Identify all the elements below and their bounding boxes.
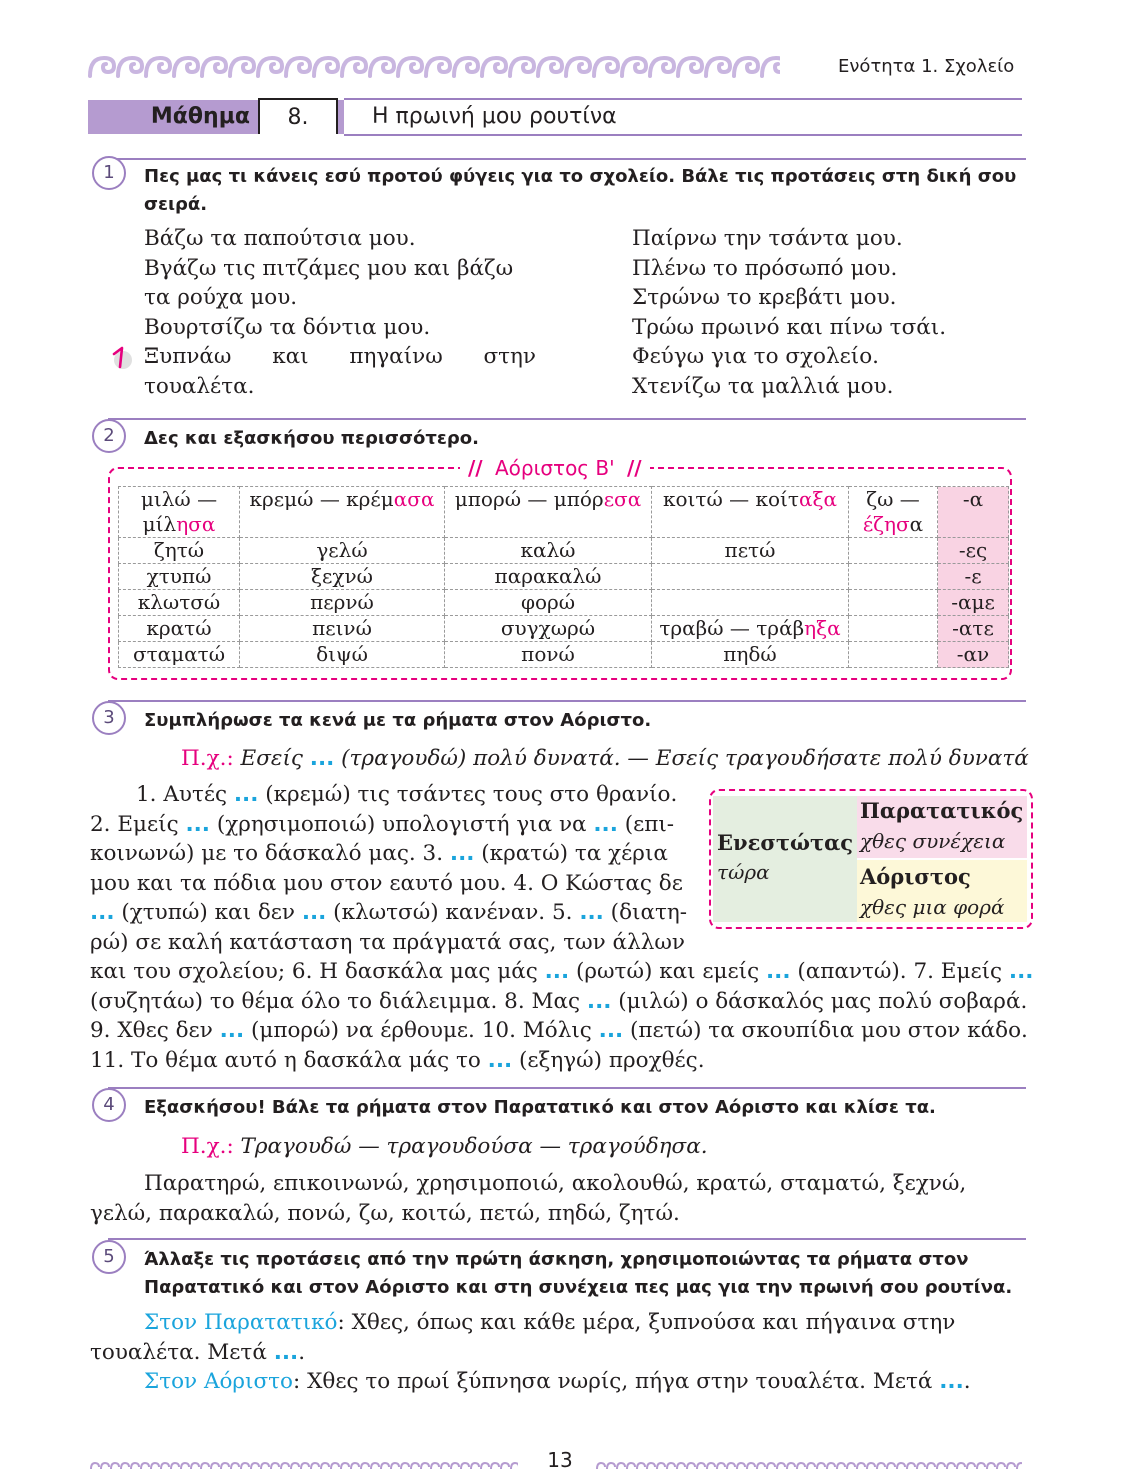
sentence: τουαλέτα. [144, 373, 255, 399]
table-cell: χτυπώ [119, 564, 240, 590]
exercise-4-example [181, 1132, 708, 1162]
text-line: Στον Παρατατικό: Χθες, όπως και κάθε μέρα, ξυπνούσα και πήγαινα στην [144, 1310, 956, 1335]
exercise-1-number: 1 [92, 156, 126, 190]
table-cell: πονώ [445, 642, 652, 668]
table-cell: μπορώ — μπόρεσα [445, 487, 652, 538]
example-label: Π.χ.: [181, 1134, 234, 1159]
table-cell: γελώ [240, 538, 445, 564]
sentence: Πλένω το πρόσωπό μου. [632, 255, 898, 281]
table-cell: τραβώ — τράβηξα [652, 616, 849, 642]
exercise-3-rule [108, 700, 1026, 702]
lesson-separator [338, 100, 344, 134]
lesson-label: Μάθημα [88, 100, 258, 134]
exercise-4-rule [108, 1087, 1026, 1089]
exercise-3-example [181, 744, 1029, 774]
imperfect-subtitle: χθες συνέχεια [860, 829, 1006, 853]
sentence: Βγάζω τις πιτζάμες μου και βάζω [144, 255, 514, 281]
ending-cell: -αν [938, 642, 1009, 668]
present-label: Ενεστώτας [717, 830, 854, 855]
table-cell: ζω — έζησα [849, 487, 938, 538]
table-cell [849, 538, 938, 564]
table-cell: κλωτσώ [119, 590, 240, 616]
lesson-header [88, 98, 1022, 136]
present-tense-cell [713, 796, 857, 922]
exercise-2-instruction: Δες και εξασκήσου περισσότερο. [144, 428, 479, 449]
handwritten-number-mark [108, 345, 134, 371]
exercise-2-number: 2 [92, 419, 126, 453]
table-row [119, 538, 1009, 564]
sentence: τα ρούχα μου. [144, 285, 298, 310]
example-label: Π.χ.: [181, 746, 234, 771]
exercise-3-number: 3 [92, 701, 126, 735]
exercise-3-instruction: Συμπλήρωσε τα κενά με τα ρήματα στον Αόριστο. [144, 710, 652, 731]
table-cell: διψώ [240, 642, 445, 668]
exercise-5-instruction: Άλλαξε τις προτάσεις από την πρώτη άσκηση, χρησιμοποιώντας τα ρήματα στον Παρατατικό και στον Αόριστο και στη συνέχεια πες μας για την πρωινή σου ρουτίνα. [144, 1249, 1013, 1298]
text-line: και του σχολείου; 6. Η δασκάλα μας μάς ... (ρωτώ) και εμείς ... (απαντώ). 7. Εμείς ... [90, 959, 1034, 984]
example-text: Τραγουδώ — τραγουδούσα — τραγούδησα. [240, 1134, 708, 1159]
table-cell [849, 590, 938, 616]
table-cell: παρακαλώ [445, 564, 652, 590]
sentence: Παίρνω την τσάντα μου. [632, 226, 903, 251]
exercise-5-rule [108, 1238, 1026, 1240]
aorist-subtitle: χθες μια φορά [860, 895, 1005, 919]
aorist-title-text: Αόριστος Β' [494, 456, 615, 480]
exercise-1-rule [108, 158, 1026, 160]
text-line: 2. Εμείς ... (χρησιμοποιώ) υπολογιστή για να ... (επι- [90, 811, 675, 837]
table-cell: πετώ [652, 538, 849, 564]
table-cell: περνώ [240, 590, 445, 616]
text-line: μου και τα πόδια μου στον εαυτό μου. 4. Ο Κώστας δε [90, 870, 683, 896]
table-cell: ζητώ [119, 538, 240, 564]
page-number: 13 [547, 1448, 573, 1472]
text-line: Στον Αόριστο: Χθες το πρωί ξύπνησα νωρίς, πήγα στην τουαλέτα. Μετά .... [144, 1369, 971, 1394]
sentence: Χτενίζω τα μαλλιά μου. [632, 373, 894, 399]
ending-cell: -ατε [938, 616, 1009, 642]
text-line: 1. Αυτές ... (κρεμώ) τις τσάντες τους στο θρανίο. [136, 782, 678, 807]
exercise-3-text-full [90, 957, 1034, 1075]
text-line: ρώ) σε καλή κατάσταση τα πράγματά σας, των άλλων [90, 929, 685, 955]
sentence: Τρώω πρωινό και πίνω τσάι. [632, 314, 947, 340]
double-slash-icon: // [626, 456, 642, 480]
table-row [119, 642, 1009, 668]
table-cell: πηδώ [652, 642, 849, 668]
exercise-5-text [90, 1308, 1026, 1397]
blank-dots: ... [309, 746, 335, 771]
table-cell: συγχωρώ [445, 616, 652, 642]
lesson-number: 8. [258, 98, 338, 134]
table-cell [849, 616, 938, 642]
aorist-label: Αόριστος [860, 864, 971, 889]
text-line: ... (χτυπώ) και δεν ... (κλωτσώ) κανέναν. 5. ... (διατη- [90, 900, 687, 925]
text-line: Παρατηρώ, επικοινωνώ, χρησιμοποιώ, ακολουθώ, κρατώ, σταματώ, ξεχνώ, [144, 1171, 967, 1196]
exercise-4-verbs [90, 1169, 1026, 1228]
table-row [119, 590, 1009, 616]
table-row [119, 487, 1009, 538]
example-text: Εσείς [240, 746, 303, 771]
ending-cell: -αμε [938, 590, 1009, 616]
imperfect-tense-cell [857, 796, 1027, 858]
table-cell [849, 642, 938, 668]
aorist-tense-cell [857, 860, 1027, 922]
text-line: κοινωνώ) με το δάσκαλό μας. 3. ... (κρατώ) τα χέρια [90, 841, 668, 866]
text-line: γελώ, παρακαλώ, πονώ, ζω, κοιτώ, πετώ, πηδώ, ζητώ. [90, 1200, 680, 1226]
aorist-table-title [460, 456, 650, 480]
table-cell: σταματώ [119, 642, 240, 668]
text-line: 9. Χθες δεν ... (μπορώ) να έρθουμε. 10. Μόλις ... (πετώ) τα σκουπίδια μου στον κάδο. [90, 1018, 1028, 1043]
table-row [119, 616, 1009, 642]
exercise-1-right-column [632, 224, 1022, 401]
table-cell: κρεμώ — κρέμασα [240, 487, 445, 538]
table-cell [652, 564, 849, 590]
table-cell: ξεχνώ [240, 564, 445, 590]
footer-wave-right [596, 1461, 1022, 1471]
decorative-wave-border [88, 52, 780, 82]
example-text: (τραγουδώ) πολύ δυνατά. — Εσείς τραγουδήσατε πολύ δυνατά [341, 746, 1029, 771]
exercise-1-left-column [144, 224, 536, 401]
text-line: τουαλέτα. Μετά .... [90, 1339, 306, 1365]
sentence: Βάζω τα παπούτσια μου. [144, 226, 416, 251]
exercise-1-instruction: Πες μας τι κάνεις εσύ προτού φύγεις για το σχολείο. Βάλε τις προτάσεις στη δική σου σειρά. [144, 166, 1017, 215]
ending-cell: -ε [938, 564, 1009, 590]
table-cell: κοιτώ — κοίταξα [652, 487, 849, 538]
imperfect-label: Παρατατικός [860, 798, 1024, 823]
exercise-4-instruction: Εξασκήσου! Βάλε τα ρήματα στον Παρατατικό και στον Αόριστο και κλίσε τα. [144, 1097, 936, 1118]
sentence: Φεύγω για το σχολείο. [632, 344, 879, 369]
text-line: 11. Το θέμα αυτό η δασκάλα μάς το ... (εξηγώ) προχθές. [90, 1047, 705, 1073]
sentence: Στρώνω το κρεβάτι μου. [632, 285, 897, 310]
sentence: Βουρτσίζω τα δόντια μου. [144, 314, 431, 340]
footer-wave-left [90, 1461, 518, 1471]
text-line: (συζητάω) το θέμα όλο το διάλειμμα. 8. Μας ... (μιλώ) ο δάσκαλός μας πολύ σοβαρά. [90, 988, 1028, 1014]
table-cell [849, 564, 938, 590]
unit-title: Ενότητα 1. Σχολείο [838, 56, 1015, 77]
exercise-2-rule [108, 418, 1026, 420]
present-subtitle: τώρα [717, 860, 770, 884]
table-row [119, 564, 1009, 590]
table-cell: πεινώ [240, 616, 445, 642]
double-slash-icon: // [468, 456, 483, 480]
lesson-title: Η πρωινή μου ρουτίνα [372, 104, 617, 129]
sentence: Ξυπνάω και πηγαίνω στην [144, 344, 536, 369]
table-cell [652, 590, 849, 616]
table-cell: καλώ [445, 538, 652, 564]
table-cell: φορώ [445, 590, 652, 616]
aorist-conjugation-table [118, 486, 1009, 668]
table-cell: μιλώ — μίλησα [119, 487, 240, 538]
lesson-bottom-line [344, 134, 1022, 136]
ending-cell: -ες [938, 538, 1009, 564]
ending-cell: -α [938, 487, 1009, 538]
table-cell: κρατώ [119, 616, 240, 642]
exercise-5-number: 5 [92, 1240, 126, 1274]
exercise-3-text-left [90, 780, 690, 957]
exercise-4-number: 4 [92, 1088, 126, 1122]
